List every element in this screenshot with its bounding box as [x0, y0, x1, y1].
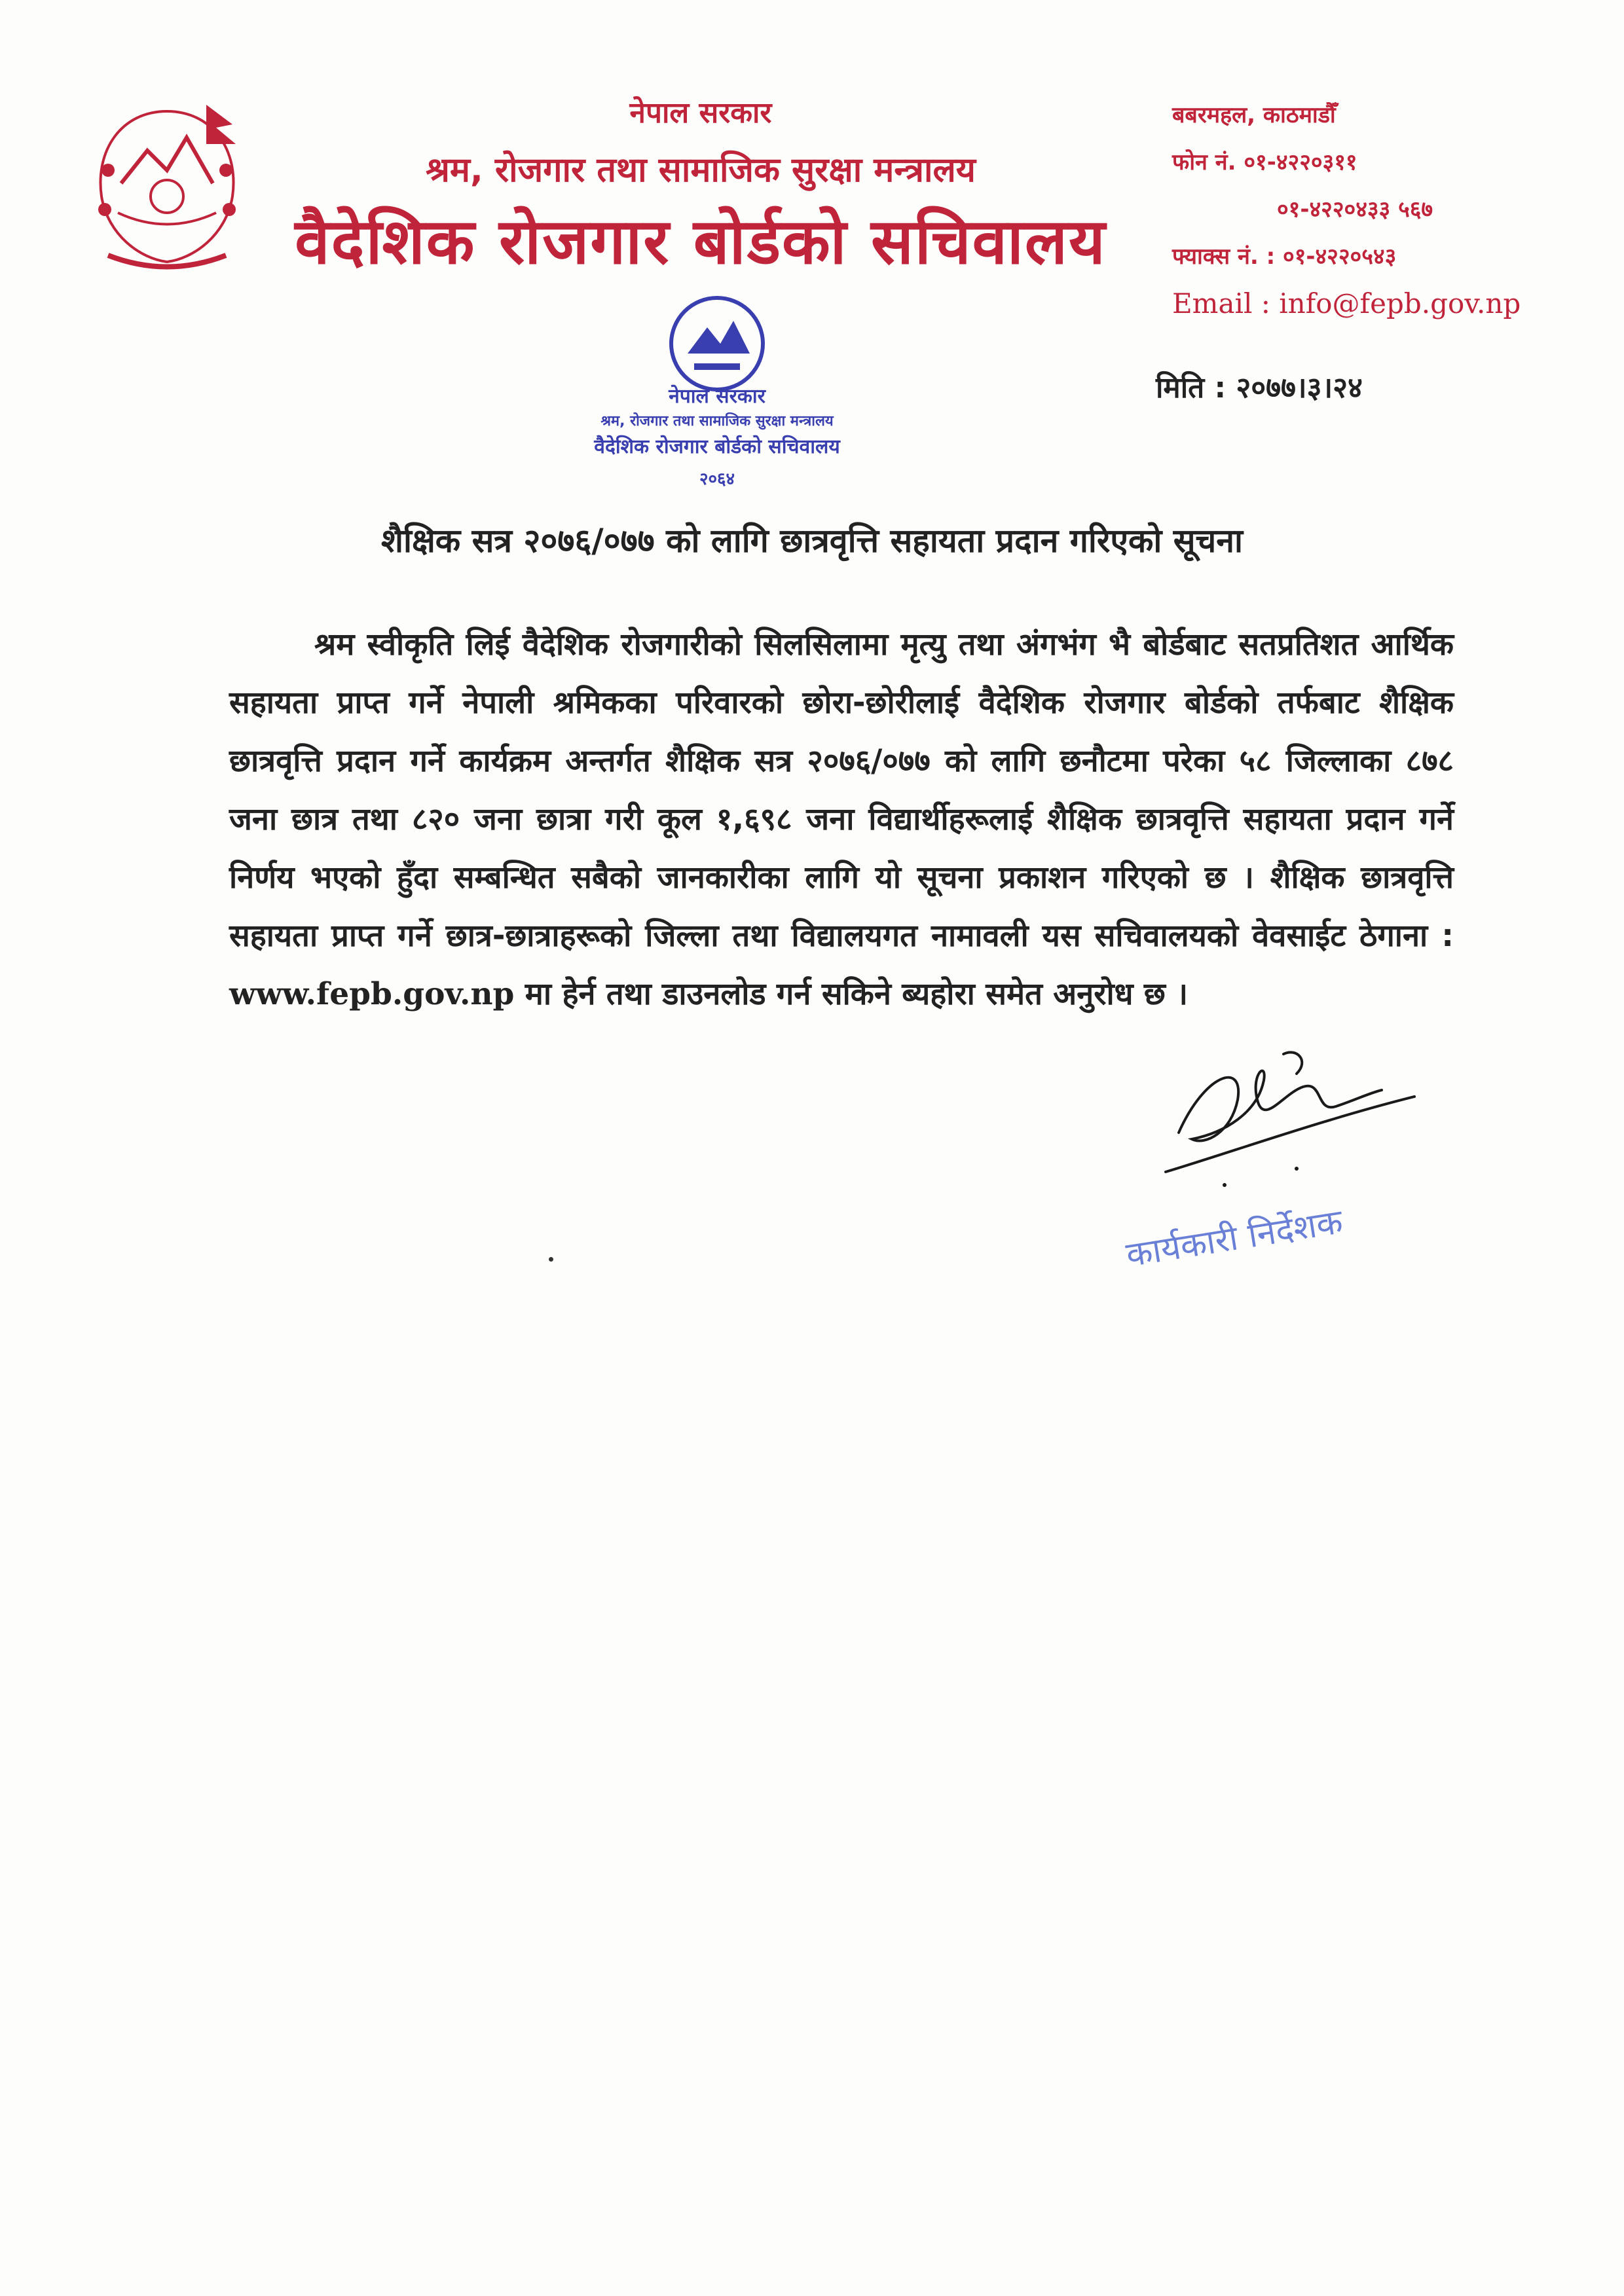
notice-body: [229, 615, 1454, 1023]
body-closing: मा हेर्न तथा डाउनलोड गर्न सकिने ब्यहोरा समेत अनुरोध छ ।: [525, 976, 1189, 1012]
letter-date: मिति : २०७७।३।२४: [1156, 371, 1363, 405]
fax-number: ०१-४२२०५४३: [1283, 244, 1397, 270]
official-seal: [563, 282, 871, 498]
phone-1: ०१-४२२०३११: [1244, 149, 1357, 175]
contact-block: [1172, 92, 1521, 327]
seal-line-1: नेपाल सरकार: [669, 385, 766, 408]
website-link[interactable]: www.fepb.gov.np: [229, 976, 515, 1012]
notice-subject: शैक्षिक सत्र २०७६/०७७ को लागि छात्रवृत्ति सहायता प्रदान गरिएको सूचना: [381, 522, 1243, 560]
signatory-designation: कार्यकारी निर्देशक: [1123, 1202, 1346, 1275]
seal-line-2: श्रम, रोजगार तथा सामाजिक सुरक्षा मन्त्रालय: [600, 413, 834, 429]
header-secretariat: वैदेशिक रोजगार बोर्डको सचिवालय: [295, 205, 1107, 278]
address: बबरमहल, काठमाडौँ: [1172, 102, 1336, 128]
phone-2: ०१-४२२०४३३ ५६७: [1277, 196, 1433, 223]
nepal-emblem-icon: [82, 98, 252, 285]
seal-line-3: वैदेशिक रोजगार बोर्डको सचिवालय: [594, 435, 840, 458]
header-government: नेपाल सरकार: [629, 96, 772, 130]
fax-label: फ्याक्स नं. :: [1172, 244, 1276, 270]
header-ministry: श्रम, रोजगार तथा सामाजिक सुरक्षा मन्त्रालय: [426, 151, 976, 190]
phone-label: फोन नं.: [1172, 149, 1236, 175]
signature-image: [1153, 1034, 1428, 1205]
body-paragraph: श्रम स्वीकृति लिई वैदेशिक रोजगारीको सिलसिलामा मृत्यु तथा अंगभंग भै बोर्डबाट सतप्रतिशत आर्थिक सहायता प्राप्त गर्ने नेपाली श्रमिकका परिवारको छोरा-छोरीलाई वैदेशिक रोजगार बोर्डको तर्फबाट शैक्षिक छात्रवृत्ति प्रदान गर्ने कार्यक्रम अन्तर्गत शैक्षिक सत्र २०७६/०७७ को लागि छनौटमा परेका ५८ जिल्लाका ८७८ जना छात्र तथा ८२० जना छात्रा गरी कूल १,६९८ जना विद्यार्थीहरूलाई शैक्षिक छात्रवृत्ति सहायता प्रदान गर्ने निर्णय भएको हुँदा सम्बन्धित सबैको जानकारीका लागि यो सूचना प्रकाशन गरिएको छ । शैक्षिक छात्रवृत्ति सहायता प्राप्त गर्ने छात्र-छात्राहरूको जिल्ला तथा विद्यालयगत नामावली यस सचिवालयको वेवसाईट ठेगाना :: [229, 627, 1454, 954]
email[interactable]: Email : info@fepb.gov.np: [1172, 287, 1521, 319]
stray-mark: [549, 1257, 553, 1262]
seal-year: २०६४: [699, 469, 735, 489]
